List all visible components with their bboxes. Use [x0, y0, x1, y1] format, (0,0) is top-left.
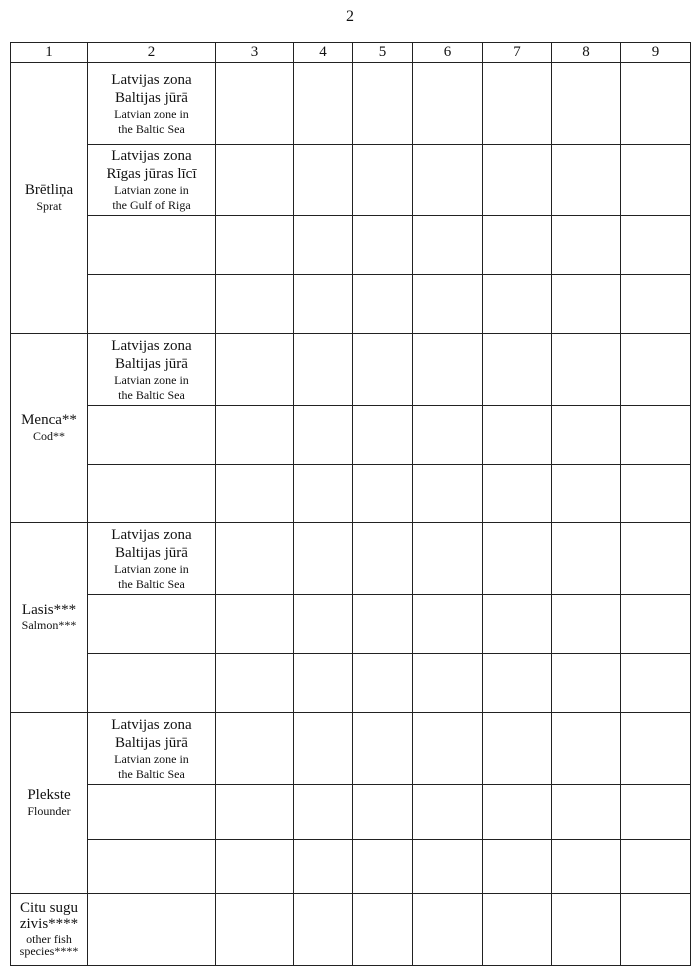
- data-cell[interactable]: [294, 713, 353, 785]
- data-cell[interactable]: [413, 216, 483, 275]
- empty-zone-cell[interactable]: [88, 406, 216, 465]
- zone-lv-line-2: Baltijas jūrā: [115, 734, 188, 751]
- data-cell[interactable]: [216, 406, 294, 465]
- data-cell[interactable]: [413, 465, 483, 523]
- empty-zone-cell[interactable]: [88, 216, 216, 275]
- species-name-lv: Plekste: [27, 787, 71, 804]
- data-cell[interactable]: [353, 840, 413, 894]
- data-cell[interactable]: [353, 216, 413, 275]
- data-cell[interactable]: [294, 275, 353, 334]
- zone-en-line-1: Latvian zone in: [114, 183, 189, 197]
- data-cell[interactable]: [353, 785, 413, 840]
- empty-zone-cell[interactable]: [88, 785, 216, 840]
- data-cell[interactable]: [353, 894, 413, 966]
- data-cell[interactable]: [483, 654, 552, 713]
- data-cell[interactable]: [621, 145, 691, 216]
- column-header-8: 8: [552, 43, 621, 63]
- data-cell[interactable]: [294, 216, 353, 275]
- data-cell[interactable]: [621, 465, 691, 523]
- zone-lv-line-1: Latvijas zona: [111, 716, 192, 733]
- data-cell[interactable]: [552, 216, 621, 275]
- table-row: [11, 145, 691, 216]
- data-cell[interactable]: [413, 595, 483, 654]
- species-name-lv-line-2: zivis****: [19, 915, 79, 932]
- table-row: [11, 334, 691, 406]
- species-cell-cod: [11, 334, 88, 523]
- column-header-9: 9: [621, 43, 691, 63]
- data-cell[interactable]: [353, 406, 413, 465]
- species-name-en-line-1: other fish: [26, 931, 72, 946]
- data-cell[interactable]: [552, 595, 621, 654]
- data-cell[interactable]: [621, 894, 691, 966]
- zone-lv-line-1: Latvijas zona: [111, 71, 192, 88]
- species-name-lv: Lasis***: [21, 601, 77, 618]
- data-cell[interactable]: [552, 465, 621, 523]
- catch-report-table: [10, 42, 691, 966]
- data-cell[interactable]: [413, 406, 483, 465]
- species-name-lv-line-1: Citu sugu: [20, 900, 78, 917]
- data-cell[interactable]: [216, 145, 294, 216]
- data-cell[interactable]: [483, 63, 552, 145]
- data-cell[interactable]: [552, 840, 621, 894]
- data-cell[interactable]: [216, 465, 294, 523]
- table-row: [11, 785, 691, 840]
- data-cell[interactable]: [552, 406, 621, 465]
- table-row: [11, 840, 691, 894]
- species-cell-other: [11, 894, 88, 966]
- species-cell-salmon: [11, 523, 88, 713]
- data-cell[interactable]: [216, 63, 294, 145]
- data-cell[interactable]: [216, 894, 294, 966]
- data-cell[interactable]: [413, 523, 483, 595]
- data-cell[interactable]: [294, 465, 353, 523]
- table-row: [11, 713, 691, 785]
- data-cell[interactable]: [552, 713, 621, 785]
- zone-cell: [88, 145, 216, 216]
- data-cell[interactable]: [483, 894, 552, 966]
- page-number: 2: [346, 8, 354, 25]
- column-header-7: 7: [483, 43, 552, 63]
- zone-en-line-1: Latvian zone in: [114, 561, 189, 576]
- data-cell[interactable]: [216, 216, 294, 275]
- zone-en-line-2: the Baltic Sea: [118, 121, 185, 136]
- data-cell[interactable]: [353, 334, 413, 406]
- data-cell[interactable]: [621, 334, 691, 406]
- data-cell[interactable]: [413, 894, 483, 966]
- data-cell[interactable]: [483, 275, 552, 334]
- data-cell[interactable]: [216, 523, 294, 595]
- zone-lv-line-1: Latvijas zona: [111, 526, 192, 543]
- data-cell[interactable]: [294, 785, 353, 840]
- data-cell[interactable]: [294, 334, 353, 406]
- data-cell[interactable]: [552, 275, 621, 334]
- data-cell[interactable]: [413, 334, 483, 406]
- column-header-6: 6: [413, 43, 483, 63]
- data-cell[interactable]: [621, 785, 691, 840]
- species-name-en: Sprat: [36, 198, 62, 213]
- data-cell[interactable]: [353, 145, 413, 216]
- column-header-5: 5: [353, 43, 413, 63]
- data-cell[interactable]: [294, 654, 353, 713]
- column-header-row: [11, 43, 691, 63]
- table-row: [11, 465, 691, 523]
- data-cell[interactable]: [552, 63, 621, 145]
- zone-lv-line-2: Baltijas jūrā: [115, 544, 188, 561]
- data-cell[interactable]: [294, 894, 353, 966]
- empty-zone-cell[interactable]: [88, 275, 216, 334]
- empty-zone-cell[interactable]: [88, 654, 216, 713]
- data-cell[interactable]: [552, 785, 621, 840]
- table-row: [11, 894, 691, 966]
- species-cell-flounder: [11, 713, 88, 894]
- zone-cell: [88, 713, 216, 785]
- data-cell[interactable]: [413, 785, 483, 840]
- table-row: [11, 63, 691, 145]
- table-row: [11, 216, 691, 275]
- data-cell[interactable]: [216, 595, 294, 654]
- data-cell[interactable]: [216, 840, 294, 894]
- data-cell[interactable]: [216, 334, 294, 406]
- column-header-4: 4: [294, 43, 353, 63]
- data-cell[interactable]: [483, 840, 552, 894]
- data-cell[interactable]: [413, 275, 483, 334]
- data-cell[interactable]: [483, 595, 552, 654]
- data-cell[interactable]: [552, 145, 621, 216]
- data-cell[interactable]: [483, 145, 552, 216]
- data-cell[interactable]: [413, 145, 483, 216]
- table-row: [11, 406, 691, 465]
- data-cell[interactable]: [353, 63, 413, 145]
- data-cell[interactable]: [353, 595, 413, 654]
- data-cell[interactable]: [294, 145, 353, 216]
- data-cell[interactable]: [353, 275, 413, 334]
- data-cell[interactable]: [483, 334, 552, 406]
- column-header-3: 3: [216, 43, 294, 63]
- data-cell[interactable]: [621, 216, 691, 275]
- data-cell[interactable]: [294, 63, 353, 145]
- data-cell[interactable]: [294, 406, 353, 465]
- data-cell[interactable]: [621, 63, 691, 145]
- zone-en-line-2: the Gulf of Riga: [112, 198, 191, 212]
- zone-en-line-1: Latvian zone in: [114, 751, 189, 766]
- empty-zone-cell[interactable]: [88, 840, 216, 894]
- data-cell[interactable]: [621, 523, 691, 595]
- data-cell[interactable]: [552, 654, 621, 713]
- data-cell[interactable]: [216, 654, 294, 713]
- species-name-en-line-2: species****: [19, 944, 79, 959]
- data-cell[interactable]: [483, 465, 552, 523]
- data-cell[interactable]: [621, 275, 691, 334]
- data-cell[interactable]: [552, 523, 621, 595]
- data-cell[interactable]: [413, 63, 483, 145]
- data-cell[interactable]: [552, 894, 621, 966]
- species-name-en: Cod**: [32, 428, 65, 443]
- zone-en-line-2: the Baltic Sea: [118, 576, 185, 591]
- data-cell[interactable]: [353, 523, 413, 595]
- data-cell[interactable]: [216, 785, 294, 840]
- zone-lv-line-1: Latvijas zona: [111, 337, 192, 354]
- species-name-lv: Brētliņa: [24, 182, 74, 199]
- species-name-en: Flounder: [27, 803, 71, 818]
- column-header-1: 1: [11, 43, 88, 63]
- zone-lv-line-1: Latvijas zona: [111, 148, 192, 164]
- data-cell[interactable]: [294, 595, 353, 654]
- data-cell[interactable]: [483, 216, 552, 275]
- empty-zone-cell[interactable]: [88, 595, 216, 654]
- species-name-en: Salmon***: [21, 618, 77, 633]
- zone-cell: [88, 334, 216, 406]
- data-cell[interactable]: [483, 523, 552, 595]
- species-name-lv: Menca**: [21, 412, 77, 429]
- empty-zone-cell[interactable]: [88, 465, 216, 523]
- data-cell[interactable]: [353, 654, 413, 713]
- data-cell[interactable]: [552, 334, 621, 406]
- zone-lv-line-2: Rīgas jūras līcī: [106, 166, 197, 182]
- zone-en-line-2: the Baltic Sea: [118, 766, 185, 781]
- zone-lv-line-2: Baltijas jūrā: [115, 89, 188, 106]
- table-row: [11, 595, 691, 654]
- data-cell[interactable]: [483, 713, 552, 785]
- table-row: [11, 523, 691, 595]
- data-cell[interactable]: [621, 654, 691, 713]
- data-cell[interactable]: [413, 840, 483, 894]
- zone-cell: [88, 63, 216, 145]
- data-cell[interactable]: [621, 840, 691, 894]
- zone-en-line-1: Latvian zone in: [114, 106, 189, 121]
- column-header-2: 2: [88, 43, 216, 63]
- data-cell[interactable]: [216, 275, 294, 334]
- data-cell[interactable]: [413, 654, 483, 713]
- data-cell[interactable]: [483, 406, 552, 465]
- table-row: [11, 654, 691, 713]
- data-cell[interactable]: [216, 713, 294, 785]
- species-cell-sprat: [11, 63, 88, 334]
- empty-zone-cell[interactable]: [88, 894, 216, 966]
- table-row: [11, 275, 691, 334]
- data-cell[interactable]: [413, 713, 483, 785]
- data-cell[interactable]: [353, 713, 413, 785]
- zone-en-line-1: Latvian zone in: [114, 372, 189, 387]
- data-cell[interactable]: [621, 713, 691, 785]
- data-cell[interactable]: [353, 465, 413, 523]
- data-cell[interactable]: [294, 523, 353, 595]
- data-cell[interactable]: [621, 406, 691, 465]
- data-cell[interactable]: [294, 840, 353, 894]
- data-cell[interactable]: [621, 595, 691, 654]
- data-cell[interactable]: [483, 785, 552, 840]
- zone-cell: [88, 523, 216, 595]
- zone-lv-line-2: Baltijas jūrā: [115, 355, 188, 372]
- zone-en-line-2: the Baltic Sea: [118, 387, 185, 402]
